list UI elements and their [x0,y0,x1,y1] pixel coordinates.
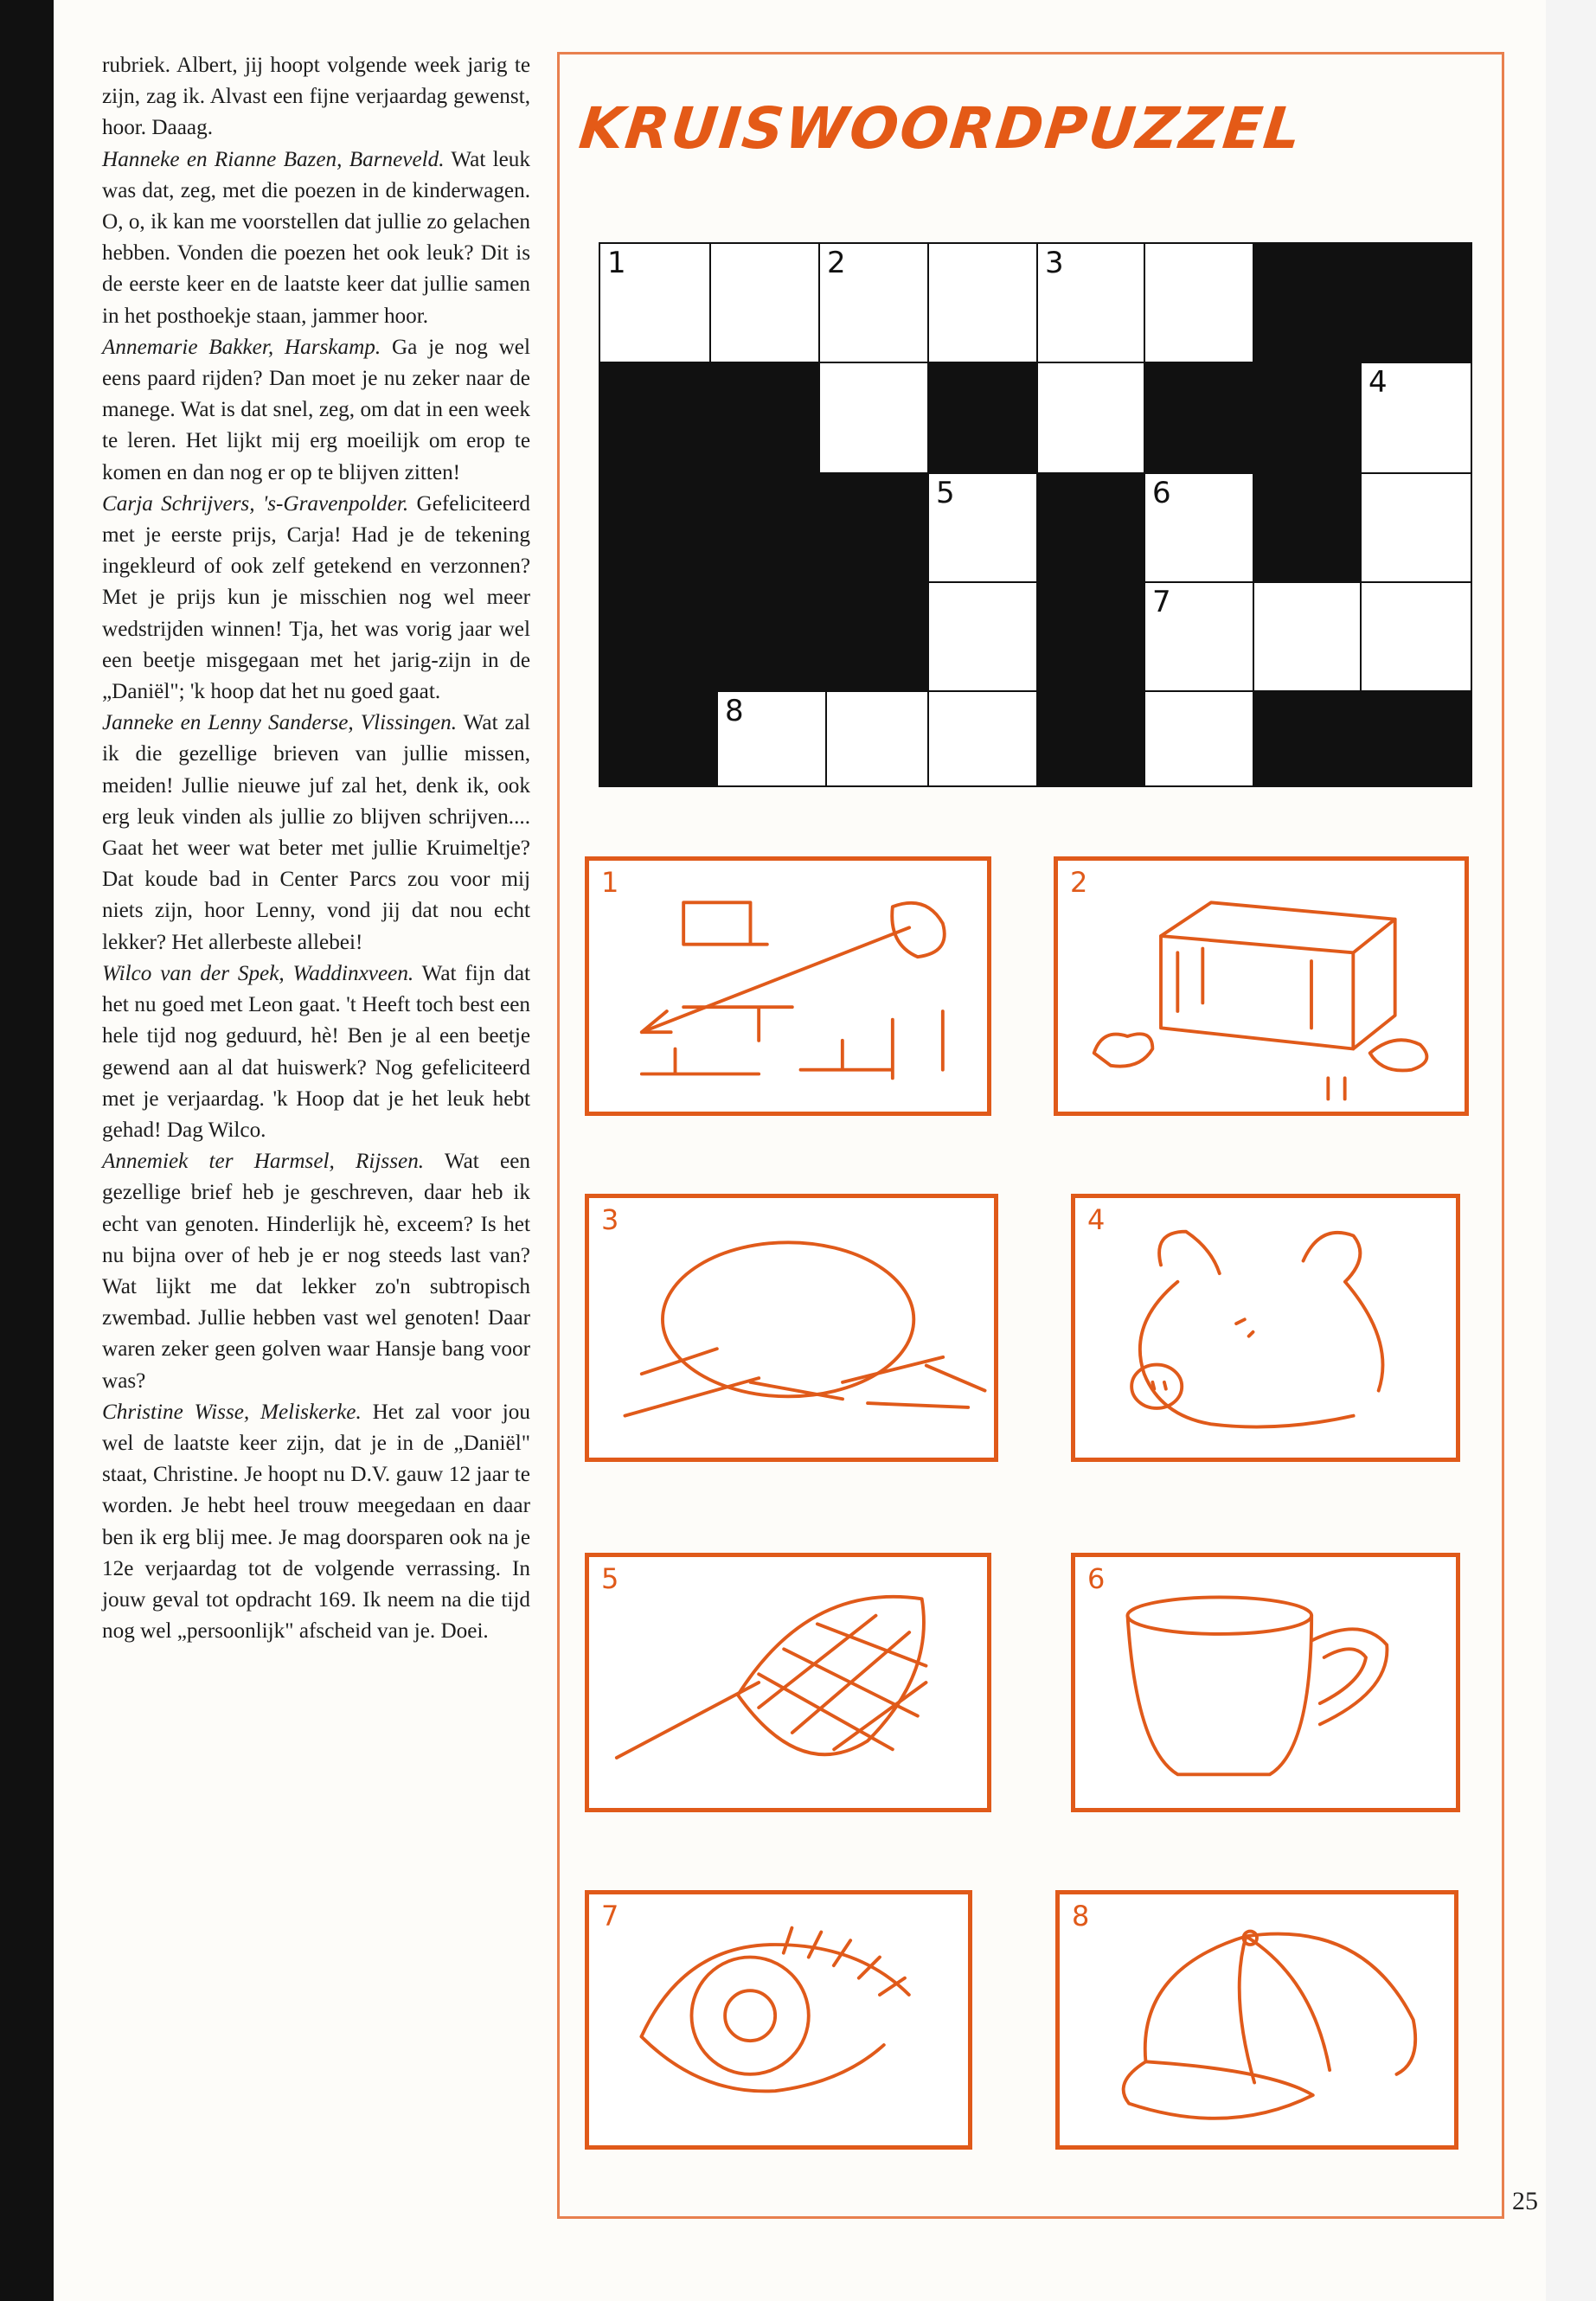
letter-author: Janneke en Lenny Sanderse, Vlissingen. [102,711,458,735]
puzzle-title: KRUISWOORDPUZZEL [575,95,1306,162]
scan-edge-right [1546,0,1596,2301]
grid-cell[interactable]: 7 [1144,581,1254,692]
letter-text: Wat een gezellige brief heb je geschreven, daar heb ik echt van genoten. Hinderlijk hè, exceem? Is het nu bijna over of heb je er nog steeds last van? Wat lijkt me dat lekker zo'n subtropisch zwembad. Jullie hebben vast wel genoten! Daar waren zeker geen golven waar Hansje bang voor was? [102,1150,530,1393]
letter-paragraph [102,332,530,489]
crossword-grid [599,242,1472,787]
cap-icon [1060,1894,1454,2145]
clue-picture-5: 5 [585,1553,991,1812]
letter-author: Hanneke en Rianne Bazen, Barneveld. [102,147,445,171]
grid-cell[interactable] [709,242,820,363]
letter-paragraph [102,489,530,708]
letter-text: Ga je nog wel eens paard rijden? Dan moet je nu zeker naar de manege. Wat is dat snel, zeg, om dat in een week te leren. Het lijkt mij erg moeilijk om erop te komen en dan nog er op te blijven zitten! [102,335,530,484]
clue-picture-7: 7 [585,1890,972,2150]
egg-icon [589,1198,994,1458]
grid-cell[interactable] [818,362,929,474]
arrow-and-brick-wall-icon [589,861,987,1112]
letter-author: Carja Schrijvers, 's-Gravenpolder. [102,491,409,516]
grid-cell[interactable] [1360,472,1472,583]
clue-picture-1: 1 [585,856,991,1116]
melting-ice-block-icon [1058,861,1465,1112]
letter-paragraph [102,1397,530,1648]
clue-picture-6: 6 [1071,1553,1460,1812]
pig-icon [1075,1198,1456,1458]
letter-author: Christine Wisse, Meliskerke. [102,1400,362,1424]
page-number: 25 [1512,2187,1538,2215]
eye-icon [589,1894,968,2145]
grid-cell[interactable]: 4 [1360,362,1472,474]
letter-text: Wat leuk was dat, zeg, met die poezen in de kinderwagen. O, o, ik kan me voorstellen dat jullie zo gelachen hebben. Vonden die poezen het ook leuk? Dit is de eerste keer en de laatste keer dat jullie samen in het posthoekje staan, jammer hoor. [102,147,530,328]
letter-text: Wat zal ik die gezellige brieven van jullie missen, meiden! Jullie nieuwe juf zal het, denk ik, ook erg leuk vinden als jullie zo blijven schrijven.... Gaat het weer wat beter met jullie Kruimeltje? Dat koude bad in Center Parcs zou voor mij niets zijn, hoor Lenny, vond jij dat nou echt lekker? Het allerbeste allebei! [102,711,531,954]
grid-cell[interactable]: 3 [1036,242,1145,363]
grid-cell[interactable] [927,581,1038,692]
grid-cell[interactable] [825,690,929,787]
grid-cell[interactable] [927,242,1038,363]
letter-paragraph [102,1146,530,1397]
grid-cell[interactable]: 5 [927,472,1038,583]
fishing-net-icon [589,1557,987,1808]
letter-paragraph: rubriek. Albert, jij hoopt volgende week jarig te zijn, zag ik. Alvast een fijne verjaardag gewenst, hoor. Daaag. [102,54,530,140]
letter-text: Het zal voor jou wel de laatste keer zijn, dat je in de „Daniël" staat, Christine. Je hoopt nu D.V. gauw 12 jaar te worden. Je hebt heel trouw meegedaan en daar ben ik erg blij mee. Je mag doorsparen ook na je 12e verjaardag tot de volgende verrassing. In jouw geval tot opdracht 169. Ik neem na die tijd nog wel „persoonlijk" afscheid van je. Doei. [102,1400,530,1644]
grid-cell[interactable] [1036,362,1145,474]
letter-text: Gefeliciteerd met je eerste prijs, Carja! Had je de tekening ingekleurd of ook zelf getekend en verzonnen? Met je prijs kun je misschien nog wel meer wedstrijden winnen! Tja, het was vorig jaar wel een beetje misgegaan met het jarig-zijn in de „Daniël"; 'k hoop dat het nu goed gaat. [102,491,530,704]
letter-author: Wilco van der Spek, Waddinxveen. [102,961,414,985]
grid-cell[interactable]: 6 [1144,472,1254,583]
letter-author: Annemarie Bakker, Harskamp. [102,335,381,359]
grid-cell[interactable] [1144,242,1254,363]
grid-cell[interactable]: 8 [716,690,827,787]
grid-cell[interactable] [1253,581,1362,692]
letter-author: Annemiek ter Harmsel, Rijssen. [102,1150,425,1174]
letters-column [102,50,530,1647]
clue-picture-3: 3 [585,1194,998,1462]
grid-cell[interactable] [927,690,1038,787]
letter-paragraph [102,708,530,958]
cup-icon [1075,1557,1456,1808]
grid-cell[interactable]: 1 [599,242,711,363]
clue-picture-8: 8 [1055,1890,1458,2150]
grid-cell[interactable] [1360,581,1472,692]
clue-picture-2: 2 [1054,856,1469,1116]
grid-cell[interactable] [1144,690,1254,787]
grid-cell[interactable]: 2 [818,242,929,363]
letter-text: Wat fijn dat het nu goed met Leon gaat. 't Heeft toch best een hele tijd nog geduurd, hè! Ben je al een beetje gewend aan al dat huiswerk? Nog gefeliciteerd met je verjaardag. 'k Hoop dat je het leuk hebt gehad! Dag Wilco. [102,961,531,1142]
letter-paragraph [102,144,530,332]
scan-edge [0,0,54,2301]
letter-paragraph [102,958,530,1146]
clue-picture-4: 4 [1071,1194,1460,1462]
